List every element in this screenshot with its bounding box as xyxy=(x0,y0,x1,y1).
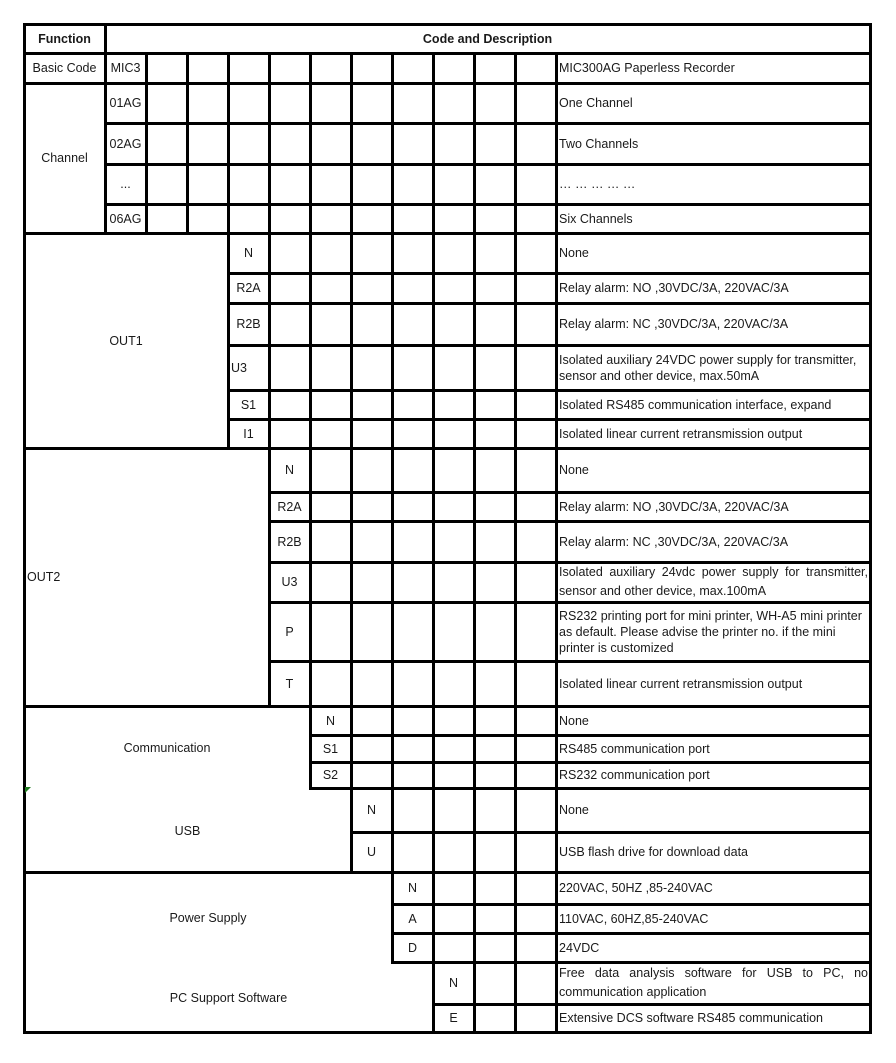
code-cell-text: U3 xyxy=(231,360,247,375)
grid-line-v xyxy=(432,520,435,564)
grid-line-v xyxy=(309,520,312,564)
grid-line-v xyxy=(432,871,435,906)
grid-line-v xyxy=(309,203,312,235)
grid-line-v xyxy=(268,163,271,206)
code-cell xyxy=(105,204,146,233)
function-label-7 xyxy=(24,988,433,1008)
code-cell xyxy=(433,1004,474,1032)
grid-line-v xyxy=(514,122,517,166)
code-cell xyxy=(433,962,474,1004)
grid-line-v xyxy=(391,705,394,737)
code-cell-text: N xyxy=(366,803,377,817)
grid-line-v xyxy=(309,272,312,305)
function-label-4-text: Communication xyxy=(123,741,211,755)
grid-line-v xyxy=(432,761,435,790)
code-cell xyxy=(392,904,433,933)
code-cell-text: S2 xyxy=(322,768,339,782)
grid-line-v xyxy=(473,122,476,166)
code-cell-text: E xyxy=(449,1011,458,1025)
grid-line-v xyxy=(432,232,435,275)
grid-line-v xyxy=(350,52,353,85)
description-cell xyxy=(556,164,870,204)
grid-line-v xyxy=(227,203,230,235)
grid-line-v xyxy=(514,761,517,790)
grid-line-v xyxy=(432,418,435,450)
grid-line-v xyxy=(473,761,476,790)
code-cell-text: A xyxy=(408,911,417,926)
description-cell-text: 220VAC, 50HZ ,85-240VAC xyxy=(559,881,713,895)
grid-line-v xyxy=(350,520,353,564)
grid-line-v xyxy=(104,23,107,55)
grid-line-v xyxy=(514,831,517,874)
code-cell xyxy=(105,123,146,164)
grid-line-v xyxy=(350,761,353,790)
grid-line-v xyxy=(391,52,394,85)
grid-line-v xyxy=(350,82,353,125)
description-cell xyxy=(556,562,870,602)
grid-line-v xyxy=(473,787,476,834)
description-cell xyxy=(556,661,870,706)
grid-line-v xyxy=(514,903,517,935)
description-cell xyxy=(556,933,870,962)
grid-line-v xyxy=(268,389,271,421)
grid-line-v xyxy=(309,232,312,275)
grid-line-v xyxy=(432,831,435,874)
grid-line-v xyxy=(309,344,312,392)
description-cell-text: One Channel xyxy=(559,96,633,110)
grid-line-v xyxy=(473,491,476,523)
grid-line-v xyxy=(473,932,476,964)
description-cell-text: 24VDC xyxy=(559,940,600,955)
function-label-0 xyxy=(24,53,105,83)
description-cell xyxy=(556,204,870,233)
grid-line-v xyxy=(268,52,271,85)
grid-line-v xyxy=(473,344,476,392)
grid-line-v xyxy=(350,561,353,604)
grid-line-v xyxy=(391,660,394,708)
code-cell xyxy=(269,562,310,602)
grid-line-v xyxy=(432,561,435,604)
grid-line-v xyxy=(309,163,312,206)
grid-line-v xyxy=(473,389,476,421)
description-cell-text: Relay alarm: NO ,30VDC/3A, 220VAC/3A xyxy=(559,499,789,514)
grid-line-v xyxy=(514,52,517,85)
code-cell-text: 06AG xyxy=(109,211,142,226)
grid-line-v xyxy=(432,272,435,305)
description-cell-text: Relay alarm: NC ,30VDC/3A, 220VAC/3A xyxy=(559,534,789,549)
grid-line-v xyxy=(391,203,394,235)
function-label-2 xyxy=(24,233,228,448)
grid-line-v xyxy=(514,232,517,275)
function-label-2-text: OUT1 xyxy=(109,333,143,348)
grid-line-v xyxy=(473,601,476,663)
grid-line-v xyxy=(473,302,476,347)
grid-line-v xyxy=(350,163,353,206)
grid-line-v xyxy=(309,52,312,85)
grid-line-v xyxy=(227,163,230,206)
grid-line-v xyxy=(391,601,394,663)
grid-line-v xyxy=(391,447,394,494)
description-cell xyxy=(556,872,870,904)
grid-line-v xyxy=(391,491,394,523)
grid-line-v xyxy=(432,203,435,235)
code-cell-text: T xyxy=(285,676,294,691)
grid-line-v xyxy=(514,961,517,1006)
description-cell-text: Isolated linear current retransmission output xyxy=(559,676,803,691)
grid-line-v xyxy=(432,705,435,737)
code-cell xyxy=(228,233,269,273)
description-cell-text: Six Channels xyxy=(559,211,633,226)
code-cell-text: N xyxy=(325,713,336,728)
header-function xyxy=(24,24,105,53)
grid-line-v xyxy=(514,272,517,305)
grid-line-v xyxy=(514,203,517,235)
grid-line-v xyxy=(186,122,189,166)
description-cell-text: None xyxy=(559,246,589,260)
grid-line-v xyxy=(473,871,476,906)
code-cell-text: R2A xyxy=(277,499,302,514)
grid-line-v xyxy=(473,418,476,450)
description-cell xyxy=(556,123,870,164)
grid-line-v xyxy=(514,1003,517,1034)
grid-line-v xyxy=(432,52,435,85)
function-label-6-text: Power Supply xyxy=(169,911,247,925)
grid-line-v xyxy=(473,660,476,708)
description-cell-text: Free data analysis software for USB to PC, no communication application xyxy=(559,966,868,999)
description-cell-text: None xyxy=(559,463,589,477)
code-cell xyxy=(105,83,146,123)
grid-line-v xyxy=(227,52,230,85)
description-cell-text: Isolated linear current retransmission output xyxy=(559,426,803,441)
function-label-5 xyxy=(24,821,351,841)
grid-line-v xyxy=(391,734,394,764)
grid-line-v xyxy=(473,903,476,935)
grid-line-v xyxy=(432,389,435,421)
grid-line-v xyxy=(268,418,271,450)
grid-line-v xyxy=(432,601,435,663)
code-cell xyxy=(228,303,269,345)
code-cell xyxy=(310,706,351,735)
header-function-text: Function xyxy=(38,31,91,46)
code-cell xyxy=(228,273,269,303)
description-cell xyxy=(556,273,870,303)
description-cell-text: RS485 communication port xyxy=(559,741,710,756)
code-cell xyxy=(392,933,433,962)
grid-line-v xyxy=(268,272,271,305)
grid-line-v xyxy=(268,122,271,166)
code-cell-text: 02AG xyxy=(109,136,142,151)
description-cell xyxy=(556,762,870,788)
code-cell-text: 01AG xyxy=(109,96,142,110)
grid-line-v xyxy=(514,418,517,450)
grid-line-v xyxy=(514,561,517,604)
grid-line-v xyxy=(514,82,517,125)
grid-line-v xyxy=(350,203,353,235)
grid-line-v xyxy=(268,232,271,275)
function-label-6 xyxy=(24,908,392,928)
grid-line-v xyxy=(145,122,148,166)
grid-line-v xyxy=(350,447,353,494)
grid-line-v xyxy=(309,418,312,450)
header-code-description xyxy=(105,24,870,53)
grid-line-v xyxy=(268,203,271,235)
grid-line-v xyxy=(268,82,271,125)
function-label-3-text: OUT2 xyxy=(27,570,61,584)
grid-line-v xyxy=(391,389,394,421)
grid-line-v xyxy=(432,903,435,935)
grid-line-v xyxy=(391,520,394,564)
description-cell-text: MIC300AG Paperless Recorder xyxy=(559,61,735,75)
grid-line-v xyxy=(514,447,517,494)
description-cell-text: Isolated RS485 communication interface, expand xyxy=(559,397,832,412)
description-cell xyxy=(556,345,870,390)
grid-line-v xyxy=(432,122,435,166)
grid-line-v xyxy=(391,831,394,874)
grid-line-v xyxy=(350,601,353,663)
grid-line-h xyxy=(23,1031,872,1034)
grid-line-v xyxy=(350,232,353,275)
grid-line-v xyxy=(514,734,517,764)
grid-line-v xyxy=(473,82,476,125)
description-cell xyxy=(556,83,870,123)
grid-line-h xyxy=(23,23,872,26)
description-cell xyxy=(556,419,870,448)
grid-line-v xyxy=(350,389,353,421)
grid-line-v xyxy=(186,82,189,125)
grid-line-v xyxy=(145,52,148,85)
grid-line-v xyxy=(350,302,353,347)
grid-line-v xyxy=(145,82,148,125)
grid-line-v xyxy=(227,122,230,166)
grid-line-v xyxy=(145,163,148,206)
code-cell xyxy=(228,345,269,390)
description-cell xyxy=(556,735,870,762)
grid-line-v xyxy=(514,871,517,906)
grid-line-v xyxy=(309,660,312,708)
grid-line-v xyxy=(309,601,312,663)
grid-line-v xyxy=(473,561,476,604)
grid-line-v xyxy=(473,52,476,85)
grid-line-v xyxy=(350,344,353,392)
grid-line-v xyxy=(309,82,312,125)
grid-line-v xyxy=(473,203,476,235)
grid-line-v xyxy=(309,447,312,494)
grid-line-v xyxy=(432,82,435,125)
grid-line-v xyxy=(186,163,189,206)
grid-line-v xyxy=(391,122,394,166)
code-cell xyxy=(310,762,351,788)
grid-line-v xyxy=(391,761,394,790)
grid-line-v xyxy=(432,302,435,347)
grid-line-v xyxy=(473,232,476,275)
code-cell-text: R2B xyxy=(236,317,261,331)
grid-line-v xyxy=(391,232,394,275)
grid-line-v xyxy=(309,302,312,347)
description-cell-text: Relay alarm: NC ,30VDC/3A, 220VAC/3A xyxy=(559,317,789,331)
code-cell xyxy=(351,788,392,832)
grid-line-v xyxy=(432,344,435,392)
grid-line-v xyxy=(227,82,230,125)
function-label-3 xyxy=(24,448,269,706)
grid-line-v xyxy=(514,344,517,392)
grid-line-v xyxy=(514,520,517,564)
code-cell-text: R2A xyxy=(236,281,261,295)
code-cell-text: N xyxy=(284,463,295,477)
code-cell-text: N xyxy=(407,881,418,895)
grid-line-v xyxy=(432,447,435,494)
code-cell xyxy=(392,872,433,904)
code-cell-text: S1 xyxy=(240,397,257,412)
grid-line-v xyxy=(268,344,271,392)
grid-line-v xyxy=(391,163,394,206)
description-cell-text: Two Channels xyxy=(559,136,639,151)
grid-line-v xyxy=(391,418,394,450)
code-cell xyxy=(269,661,310,706)
header-code-description-text: Code and Description xyxy=(422,31,553,46)
grid-line-v xyxy=(432,787,435,834)
description-cell-text: Relay alarm: NO ,30VDC/3A, 220VAC/3A xyxy=(559,281,789,295)
description-cell-text: None xyxy=(559,803,589,817)
code-cell xyxy=(351,832,392,872)
grid-line-v xyxy=(473,734,476,764)
grid-line-v xyxy=(473,705,476,737)
grid-line-v xyxy=(350,734,353,764)
grid-line-v xyxy=(473,163,476,206)
description-cell-text: Isolated auxiliary 24VDC power supply for transmitter, sensor and other device, max.50mA xyxy=(559,352,857,383)
grid-line-v xyxy=(145,203,148,235)
grid-line-v xyxy=(391,787,394,834)
grid-line-v xyxy=(309,122,312,166)
grid-line-v xyxy=(473,447,476,494)
cell-comment-marker-icon xyxy=(25,787,31,793)
grid-line-v xyxy=(432,163,435,206)
description-cell xyxy=(556,706,870,735)
grid-line-v xyxy=(391,82,394,125)
description-cell-text: 110VAC, 60HZ,85-240VAC xyxy=(559,911,709,926)
code-cell xyxy=(228,419,269,448)
code-cell xyxy=(228,390,269,419)
grid-line-v xyxy=(186,203,189,235)
grid-line-v xyxy=(391,302,394,347)
description-cell xyxy=(556,233,870,273)
description-cell xyxy=(556,602,870,661)
grid-line-v xyxy=(514,787,517,834)
function-label-7-text: PC Support Software xyxy=(169,991,288,1005)
grid-line-v xyxy=(391,344,394,392)
grid-line-v xyxy=(432,491,435,523)
grid-line-v xyxy=(514,302,517,347)
grid-line-v xyxy=(350,122,353,166)
description-cell-text: Extensive DCS software RS485 communication xyxy=(559,1011,824,1025)
function-label-5-text: USB xyxy=(174,824,201,838)
grid-line-v xyxy=(473,1003,476,1034)
description-cell xyxy=(556,962,870,1004)
grid-line-v xyxy=(350,418,353,450)
description-cell xyxy=(556,492,870,521)
description-cell xyxy=(556,904,870,933)
grid-line-v xyxy=(473,831,476,874)
grid-line-v xyxy=(350,272,353,305)
description-cell xyxy=(556,448,870,492)
description-cell-text: USB flash drive for download data xyxy=(559,845,748,859)
code-cell-text: ... xyxy=(120,177,131,191)
code-cell-text: S1 xyxy=(322,741,339,756)
code-cell-text: R2B xyxy=(277,534,302,549)
grid-line-v xyxy=(391,561,394,604)
code-cell-text: P xyxy=(285,624,294,639)
description-cell xyxy=(556,832,870,872)
description-cell-text: RS232 printing port for mini printer, WH-A5 mini printer as default. Please advise the printer no. if the mini printer is customized xyxy=(559,608,862,655)
grid-line-v xyxy=(432,932,435,964)
function-label-1-text: Channel xyxy=(41,151,88,165)
code-cell xyxy=(269,521,310,562)
description-cell xyxy=(556,303,870,345)
description-cell xyxy=(556,1004,870,1032)
code-cell-text: D xyxy=(407,940,418,955)
code-cell-text: U3 xyxy=(281,575,298,589)
grid-line-v xyxy=(350,705,353,737)
code-cell xyxy=(269,448,310,492)
code-cell xyxy=(310,735,351,762)
grid-line-v xyxy=(514,389,517,421)
function-label-1 xyxy=(24,83,105,233)
code-cell-text: N xyxy=(448,976,459,990)
grid-line-v xyxy=(268,302,271,347)
code-cell-text: N xyxy=(243,246,254,260)
grid-line-v xyxy=(514,491,517,523)
description-cell-text: RS232 communication port xyxy=(559,768,710,782)
code-cell xyxy=(105,164,146,204)
grid-line-v xyxy=(309,561,312,604)
code-cell xyxy=(269,602,310,661)
grid-line-v xyxy=(514,601,517,663)
function-label-0-text: Basic Code xyxy=(32,61,97,75)
grid-line-v xyxy=(432,660,435,708)
description-cell-text: Isolated auxiliary 24vdc power supply for transmitter, sensor and other device, max.100mA xyxy=(559,565,868,598)
grid-line-v xyxy=(473,272,476,305)
grid-line-v xyxy=(186,52,189,85)
function-label-4 xyxy=(24,738,310,758)
description-cell xyxy=(556,788,870,832)
grid-line-v xyxy=(514,163,517,206)
description-cell-text: None xyxy=(559,713,589,728)
grid-line-v xyxy=(350,660,353,708)
grid-line-v xyxy=(514,705,517,737)
code-cell-text: U xyxy=(366,845,377,859)
description-cell xyxy=(556,390,870,419)
grid-line-v xyxy=(473,961,476,1006)
grid-line-v xyxy=(514,932,517,964)
grid-line-v xyxy=(309,491,312,523)
code-cell xyxy=(269,492,310,521)
description-cell xyxy=(556,53,870,83)
code-cell-text: I1 xyxy=(243,426,254,441)
description-cell-text: … … … … … xyxy=(559,177,636,191)
grid-line-v xyxy=(473,520,476,564)
code-cell xyxy=(105,53,146,83)
grid-line-v xyxy=(350,491,353,523)
grid-line-v xyxy=(514,660,517,708)
code-cell-text: MIC3 xyxy=(110,61,141,75)
grid-line-v xyxy=(309,389,312,421)
description-cell xyxy=(556,521,870,562)
grid-line-v xyxy=(432,734,435,764)
grid-line-v xyxy=(391,272,394,305)
